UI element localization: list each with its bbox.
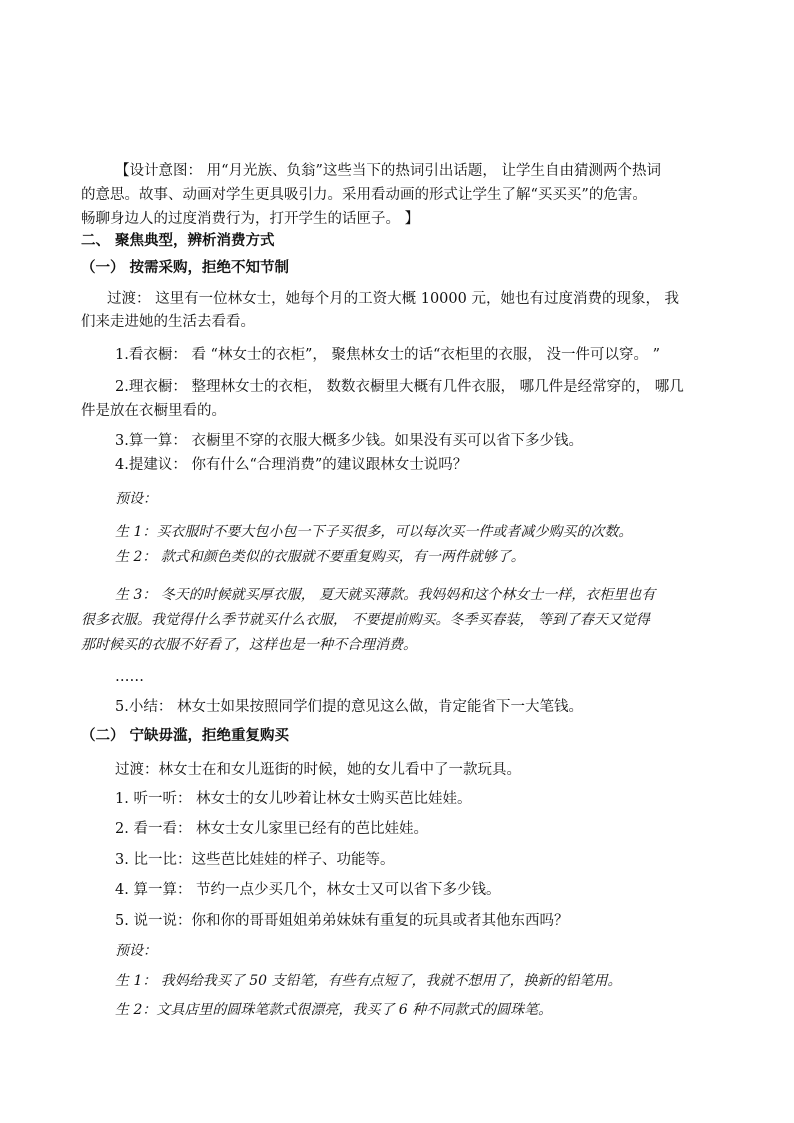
part1-transition-line-2: 们来走进她的生活去看看。 [81,314,255,330]
part1-transition-line-1: 过渡： 这里有一位林女士，她每个月的工资大概 10000 元，她也有过度消费的现象， 我 [107,291,680,307]
part2-student-1: 生 1： 我妈给我买了 50 支铅笔，有些有点短了，我就不想用了，换新的铅笔用。 [115,973,622,989]
part1-student-3-line-1: 生 3： 冬天的时候就买厚衣服， 夏天就买薄款。我妈妈和这个林女士一样，衣柜里也有 [115,587,656,603]
part1-preset: 预设： [115,491,157,507]
part2-title: （二） 宁缺毋滥，拒绝重复购买 [81,727,290,744]
part1-step-5: 5.小结： 林女士如果按照同学们提的意见这么做，肯定能省下一大笔钱。 [115,699,583,715]
design-intent-line-3: 畅聊身边人的过度消费行为，打开学生的话匣子。 】 [81,211,420,227]
part2-step-5: 5. 说一说：你和你的哥哥姐姐弟弟妹妹有重复的玩具或者其他东西吗？ [115,913,569,929]
section-title: 二、 聚焦典型，辨析消费方式 [81,232,275,249]
part1-student-1: 生 1：买衣服时不要大包小包一下子买很多，可以每次买一件或者减少购买的次数。 [115,524,633,540]
part2-step-3: 3. 比一比：这些芭比娃娃的样子、功能等。 [115,852,395,868]
design-intent-line-1: 【设计意图： 用“月光族、负翁”这些当下的热词引出话题， 让学生自由猜测两个热词 [115,163,662,179]
part1-student-3-line-3: 那时候买的衣服不好看了，这样也是一种不合理消费。 [81,637,417,653]
part2-step-1: 1. 听一听： 林女士的女儿吵着让林女士购买芭比娃娃。 [115,791,472,807]
part2-step-2: 2. 看一看： 林女士女儿家里已经有的芭比娃娃。 [115,821,429,837]
part1-step-2-line-1: 2.理衣橱： 整理林女士的衣柜， 数数衣橱里大概有几件衣服， 哪几件是经常穿的， 哪几 [115,379,684,395]
part1-student-3-line-2: 很多衣服。我觉得什么季节就买什么衣服， 不要提前购买。冬季买春装， 等到了春天又觉得 [81,612,650,628]
part1-title: （一） 按需采购，拒绝不知节制 [81,259,290,276]
part2-preset: 预设： [115,943,157,959]
part1-step-1: 1.看衣橱： 看 “林女士的衣柜”， 聚焦林女士的话“衣柜里的衣服， 没一件可以穿。 ” [115,347,661,363]
part2-student-2: 生 2：文具店里的圆珠笔款式很漂亮，我买了 6 种不同款式的圆珠笔。 [115,1002,553,1018]
part2-transition: 过渡：林女士在和女儿逛街的时候，她的女儿看中了一款玩具。 [115,762,521,778]
part1-step-3: 3.算一算： 衣橱里不穿的衣服大概多少钱。如果没有买可以省下多少钱。 [115,433,583,449]
part1-ellipsis: …… [115,669,144,685]
design-intent-line-2: 的意思。故事、动画对学生更具吸引力。采用看动画的形式让学生了解“买买买”的危害。 [81,187,647,203]
part1-step-4: 4.提建议： 你有什么“合理消费”的建议跟林女士说吗？ [115,457,468,473]
part2-step-4: 4. 算一算： 节约一点少买几个，林女士又可以省下多少钱。 [115,882,501,898]
part1-student-2: 生 2： 款式和颜色类似的衣服就不要重复购买，有一两件就够了。 [115,549,525,565]
part1-step-2-line-2: 件是放在衣橱里看的。 [81,403,226,419]
